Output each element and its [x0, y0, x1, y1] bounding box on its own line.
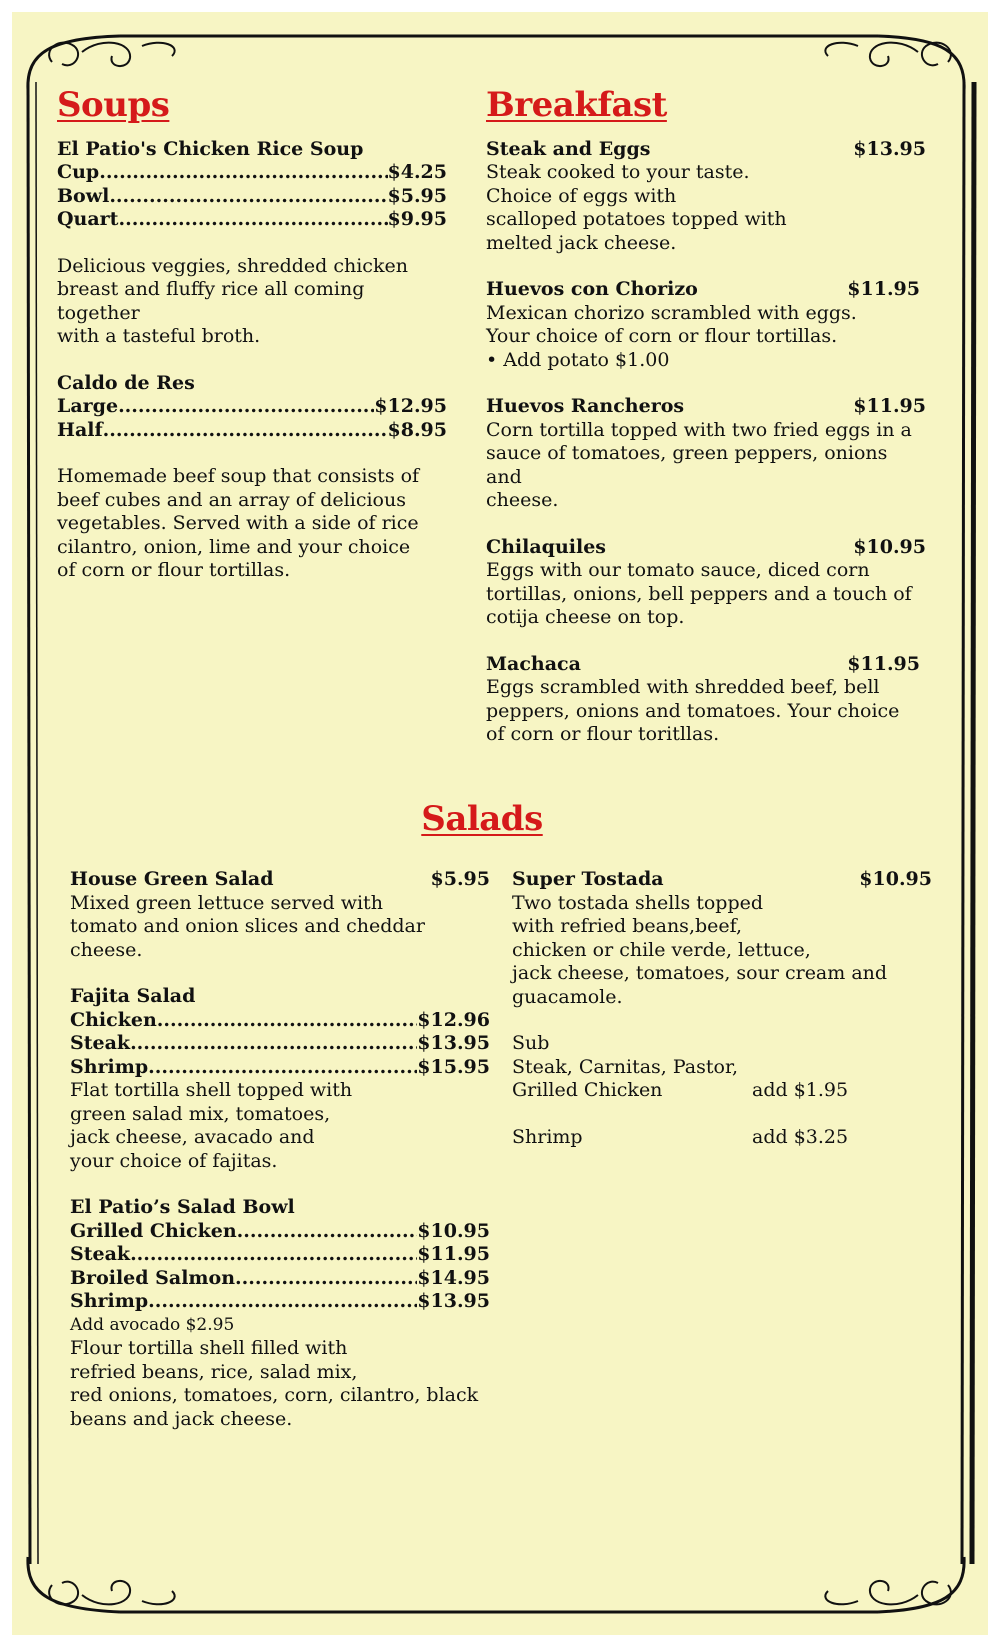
breakfast-item-header: Chilaquiles $10.95	[486, 535, 926, 558]
menu-page	[12, 12, 988, 1635]
salad-description: Flour tortilla shell filled with refried beans, rice, salad mix, red onions, tomatoes, corn, cilantro, black beans and jack cheese.	[70, 1337, 479, 1430]
sub-options: Steak, Carnitas, Pastor,	[512, 1055, 738, 1078]
soup-description: Delicious veggies, shredded chicken breast and fluffy rice all coming together with a tasteful broth.	[57, 254, 408, 347]
breakfast-description: Eggs scrambled with shredded beef, bell peppers, onions and tomatoes. Your choice of corn or flour toritllas.	[486, 676, 900, 745]
soup-size-row: Half ..... $8.95	[57, 419, 447, 443]
breakfast-item-header: Huevos con Chorizo $11.95	[486, 278, 920, 300]
salad-item-header: House Green Salad $5.95	[70, 868, 490, 890]
salad-size-row: Steak ..... $13.95	[70, 1032, 490, 1056]
salad-item-header: Super Tostada $10.95	[512, 868, 932, 890]
salad-size-row: Chicken ..... $12.96	[70, 1009, 490, 1033]
breakfast-item-header: Steak and Eggs $13.95	[486, 137, 926, 160]
breakfast-section	[486, 85, 926, 747]
salad-size-row: Steak ..... $11.95	[70, 1243, 490, 1267]
sub-option-row: Shrimp add $3.25	[512, 1125, 849, 1148]
soup-name: El Patio's Chicken Rice Soup	[57, 137, 364, 160]
salad-note: Add avocado $2.95	[70, 1314, 235, 1335]
soup-name: Caldo de Res	[57, 371, 195, 394]
salad-description: Mixed green lettuce served with tomato and onion slices and cheddar cheese.	[70, 891, 425, 961]
breakfast-item-header: Machaca $11.95	[486, 652, 920, 675]
sub-label: Sub	[512, 1032, 550, 1054]
breakfast-description: Corn tortilla topped with two fried eggs in a sauce of tomatoes, green peppers, onions and cheese.	[486, 418, 912, 511]
salads-title: Salads	[421, 799, 543, 839]
breakfast-description: Eggs with our tomato sauce, diced corn tortillas, onions, bell peppers and a touch of cotija cheese on top.	[486, 559, 912, 628]
breakfast-item-header: Huevos Rancheros $11.95	[486, 395, 926, 417]
soups-section	[57, 85, 447, 583]
soup-description: Homemade beef soup that consists of beef cubes and an array of delicious vegetables. Served with a side of rice cilantro, onion, lime and your choice of corn or flour tortillas.	[57, 465, 420, 581]
salads-right-column	[512, 868, 932, 1149]
salad-name: Fajita Salad	[70, 985, 196, 1007]
salad-size-row: Shrimp ..... $13.95	[70, 1290, 490, 1314]
salad-size-row: Broiled Salmon ..... $14.95	[70, 1267, 490, 1291]
salad-size-row: Shrimp ..... $15.95	[70, 1056, 490, 1080]
breakfast-description: Mexican chorizo scrambled with eggs. Your choice of corn or flour tortillas. • Add potato $1.00	[486, 301, 857, 371]
salad-description: Flat tortilla shell topped with green salad mix, tomatoes, jack cheese, avacado and your choice of fajitas.	[70, 1079, 353, 1172]
salads-left-column	[70, 868, 490, 1431]
salad-name: El Patio’s Salad Bowl	[70, 1196, 295, 1218]
salads-header	[12, 799, 952, 839]
breakfast-description: Steak cooked to your taste. Choice of eggs with scalloped potatoes topped with melted jack cheese.	[486, 161, 787, 254]
soups-title: Soups	[57, 85, 170, 125]
breakfast-title: Breakfast	[486, 85, 667, 125]
soup-size-row: Bowl ..... $5.95	[57, 185, 447, 209]
sub-option-row: Grilled Chicken add $1.95	[512, 1079, 849, 1101]
soup-size-row: Quart ..... $9.95	[57, 208, 447, 232]
salad-description: Two tostada shells topped with refried beans,beef, chicken or chile verde, lettuce, jack cheese, tomatoes, sour cream and guacamole.	[512, 891, 888, 1008]
salad-size-row: Grilled Chicken ..... $10.95	[70, 1220, 490, 1244]
soup-size-row: Cup ..... $4.25	[57, 161, 447, 185]
soup-size-row: Large ..... $12.95	[57, 395, 447, 419]
